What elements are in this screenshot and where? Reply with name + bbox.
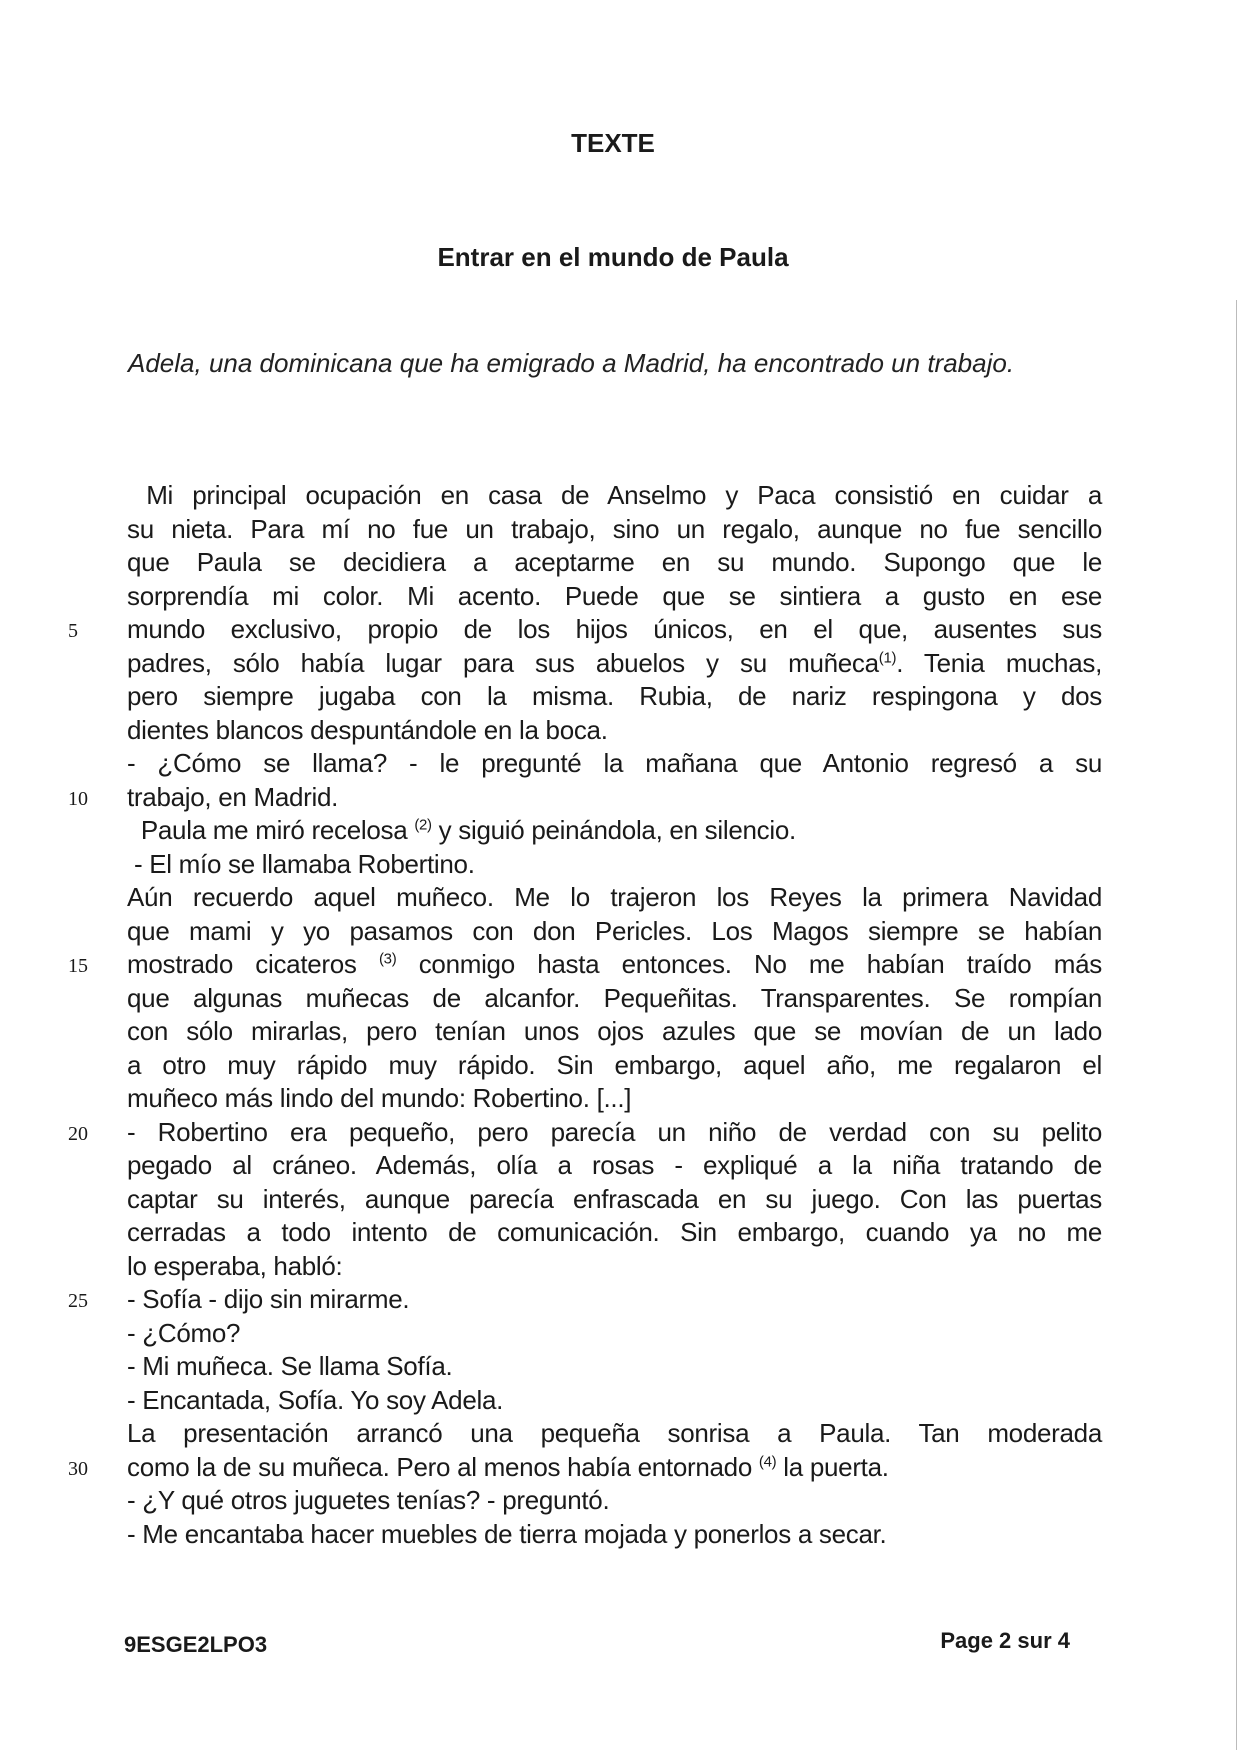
text-line [127,916,1102,946]
line-text: mundo exclusivo, propio de los hijos únicos, en el que, ausentes sus [127,614,1102,644]
footnote-marker: (1) [878,648,897,666]
text-line [127,1284,1102,1314]
line-text: dientes blancos despuntándole en la boca. [127,714,608,745]
line-text: pegado al cráneo. Además, olía a rosas - expliqué a la niña tratando de [127,1150,1102,1180]
text-line [127,748,1102,778]
line-text: que mami y yo pasamos con don Pericles. Los Magos siempre se habían [127,915,1102,946]
text-line [127,815,1102,845]
text-line [127,1217,1102,1247]
line-text: la puerta. [776,1451,889,1482]
text-line [127,1050,1102,1080]
line-number: 10 [68,787,88,810]
text-line [127,1150,1102,1180]
text-line [127,1351,1102,1381]
text-line [127,1016,1102,1046]
line-text: lo esperaba, habló: [127,1250,343,1281]
text-line [127,1184,1102,1214]
line-text: conmigo hasta entonces. No me habían traído más [396,949,1102,979]
page-number: Page 2 sur 4 [940,1628,1070,1653]
text-line [127,949,1102,979]
text-line [127,882,1102,912]
line-number: 5 [68,620,78,642]
text-line [127,715,1102,745]
footnote-marker: (4) [758,1452,777,1470]
text-line [127,1418,1102,1448]
line-text: captar su interés, aunque parecía enfrascada en su juego. Con las puertas [127,1183,1102,1214]
line-text: Mi principal ocupación en casa de Anselmo y Paca consistió en cuidar a [127,480,1102,510]
text-line [127,547,1102,577]
line-text: a otro muy rápido muy rápido. Sin embargo, aquel año, me regalaron el [127,1049,1102,1080]
line-number: 25 [68,1290,88,1312]
text-line [127,514,1102,544]
line-text: Aún recuerdo aquel muñeco. Me lo trajeron los Reyes la primera Navidad [127,882,1102,912]
line-text: sorprendía mi color. Mi acento. Puede que se sintiera a gusto en ese [127,580,1102,611]
text-line [127,648,1102,678]
text-line [127,480,1102,510]
line-text: - Sofía - dijo sin mirarme. [127,1284,410,1314]
line-text: que algunas muñecas de alcanfor. Pequeñitas. Transparentes. Se rompían [127,982,1102,1013]
line-text: - Encantada, Sofía. Yo soy Adela. [127,1384,504,1415]
text-line [127,681,1102,711]
line-text: padres, sólo había lugar para sus abuelos y su muñeca [127,647,879,678]
text-line [127,1519,1102,1549]
line-text: con sólo mirarlas, pero tenían unos ojos azules que se movían de un lado [127,1016,1102,1046]
line-text: - Mi muñeca. Se llama Sofía. [127,1351,453,1381]
line-text: - El mío se llamaba Robertino. [127,848,475,879]
line-text: . Tenia muchas, [896,647,1102,678]
line-text: - ¿Y qué otros juguetes tenías? - preguntó. [127,1485,610,1515]
line-text: su nieta. Para mí no fue un trabajo, sino un regalo, aunque no fue sencillo [127,513,1102,544]
footnote-marker: (2) [414,816,432,834]
text-title: Entrar en el mundo de Paula [437,242,789,272]
line-text: La presentación arrancó una pequeña sonrisa a Paula. Tan moderada [127,1418,1102,1448]
text-line [127,1083,1102,1113]
line-text: como la de su muñeca. Pero al menos había entornado [127,1451,759,1482]
page-title: TEXTE [571,128,655,158]
text-line [127,849,1102,879]
intro-paragraph: Adela, una dominicana que ha emigrado a Madrid, ha encontrado un trabajo. [128,348,1015,378]
line-text: cerradas a todo intento de comunicación. Sin embargo, cuando ya no me [127,1217,1102,1247]
line-text: - Robertino era pequeño, pero parecía un niño de verdad con su pelito [127,1116,1102,1147]
text-line [127,614,1102,644]
text-line [127,1485,1102,1515]
text-line [127,1117,1102,1147]
line-text: - ¿Cómo se llama? - le pregunté la mañana que Antonio regresó a su [127,748,1102,778]
line-text: - ¿Cómo? [127,1317,241,1348]
line-number: 15 [68,955,88,977]
line-text: muñeco más lindo del mundo: Robertino. [...] [127,1083,632,1113]
text-line [127,1385,1102,1415]
text-line [127,581,1102,611]
line-text: y siguió peinándola, en silencio. [431,815,796,845]
footnote-marker: (3) [378,950,397,968]
scan-edge-line [1236,300,1237,1750]
line-text: que Paula se decidiera a aceptarme en su mundo. Supongo que le [127,547,1102,577]
text-line [127,782,1102,812]
text-line [127,1318,1102,1348]
line-text: - Me encantaba hacer muebles de tierra mojada y ponerlos a secar. [127,1518,887,1549]
exam-code: 9ESGE2LPO3 [124,1632,268,1657]
line-text: trabajo, en Madrid. [127,781,339,812]
line-text: mostrado cicateros [127,949,379,979]
line-number: 20 [68,1122,88,1145]
text-line [127,983,1102,1013]
line-text: pero siempre jugaba con la misma. Rubia, de nariz respingona y dos [127,681,1102,711]
text-line [127,1452,1102,1482]
line-text: Paula me miró recelosa [127,815,415,845]
line-number: 30 [68,1457,88,1480]
text-line [127,1251,1102,1281]
